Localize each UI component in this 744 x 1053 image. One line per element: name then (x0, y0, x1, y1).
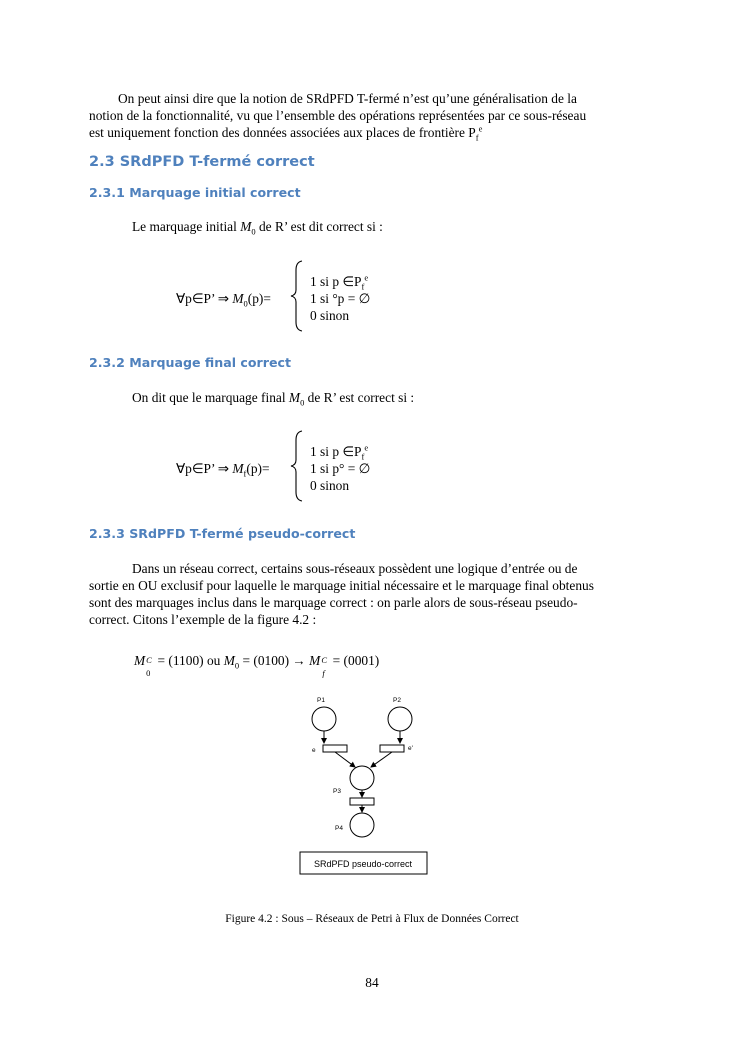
final-marking-case-3: 0 sinon (310, 478, 350, 493)
section-heading-2-3-2: 2.3.2 Marquage final correct (89, 355, 291, 370)
place-p4 (350, 813, 374, 837)
intro-line-3: est uniquement fonction des données associées aux places de frontière $P_f^e$ (89, 123, 483, 143)
transition-e-prime (380, 745, 404, 752)
petri-net-figure (290, 690, 440, 880)
transition-t (350, 798, 374, 805)
transition-e (323, 745, 347, 752)
initial-marking-case-2: 1 si °p = ∅ (310, 291, 371, 306)
place-p2-label: P2 (393, 697, 401, 704)
initial-marking-brace (290, 260, 304, 332)
intro-paragraph (89, 90, 649, 141)
initial-marking-case-3: 0 sinon (310, 308, 350, 323)
place-p1 (312, 707, 336, 731)
initial-marking-case-1: 1 si p $\in P_f^e$ (310, 272, 369, 292)
section-heading-2-3-3: 2.3.3 SRdPFD T-fermé pseudo-correct (89, 526, 356, 541)
place-p3-label: P3 (333, 788, 341, 795)
final-marking-case-1: 1 si p $\in P_f^e$ (310, 442, 369, 462)
marking-formula: M C 0 = (1100) ou $M_0 = (0100) \to M$ C f = (0001) (134, 653, 380, 678)
transition-e-label: e (312, 747, 316, 754)
place-p2 (388, 707, 412, 731)
section-heading-2-3-1: 2.3.1 Marquage initial correct (89, 185, 301, 200)
pseudo-correct-paragraph (89, 560, 659, 628)
section-heading-2-3: 2.3 SRdPFD T-fermé correct (89, 154, 315, 170)
final-marking-formula-lhs: ∀p∈P’ ⇒ $M_f(p)=$ (176, 461, 270, 479)
transition-e-prime-label: e' (408, 745, 413, 752)
place-p4-label: P4 (335, 825, 343, 832)
place-p1-label: P1 (317, 697, 325, 704)
initial-marking-formula-lhs: ∀p∈P’ ⇒ $M_0(p)=$ (176, 291, 271, 309)
final-marking-case-2: 1 si p° = ∅ (310, 461, 371, 476)
initial-marking-sentence: Le marquage initial $M_0$ de R’ est dit correct si : (132, 219, 383, 237)
place-p3 (350, 766, 374, 790)
intro-line-1: On peut ainsi dire que la notion de SRdPFD T-fermé n’est qu’une généralisation de la (118, 91, 577, 106)
pseudo-line-1: Dans un réseau correct, certains sous-réseaux possèdent une logique d’entrée ou de (132, 561, 578, 576)
pseudo-line-2: sortie en OU exclusif pour laquelle le marquage initial nécessaire et le marquage final obtenus (89, 578, 594, 593)
figure-label-text: SRdPFD pseudo-correct (313, 859, 413, 869)
pseudo-line-3: sont des marquages inclus dans le marquage correct : on parle alors de sous-réseau pseudo- (89, 595, 578, 610)
figure-caption: Figure 4.2 : Sous – Réseaux de Petri à Flux de Données Correct (225, 913, 519, 925)
final-marking-sentence: On dit que le marquage final $M_0$ de R’ est correct si : (132, 390, 415, 408)
intro-line-2: notion de la fonctionnalité, vu que l’ensemble des opérations représentées par ce sous-réseau (89, 108, 587, 123)
page-number: 84 (365, 975, 379, 990)
pseudo-line-4: correct. Citons l’exemple de la figure 4.2 : (89, 612, 317, 627)
final-marking-brace (290, 430, 304, 502)
